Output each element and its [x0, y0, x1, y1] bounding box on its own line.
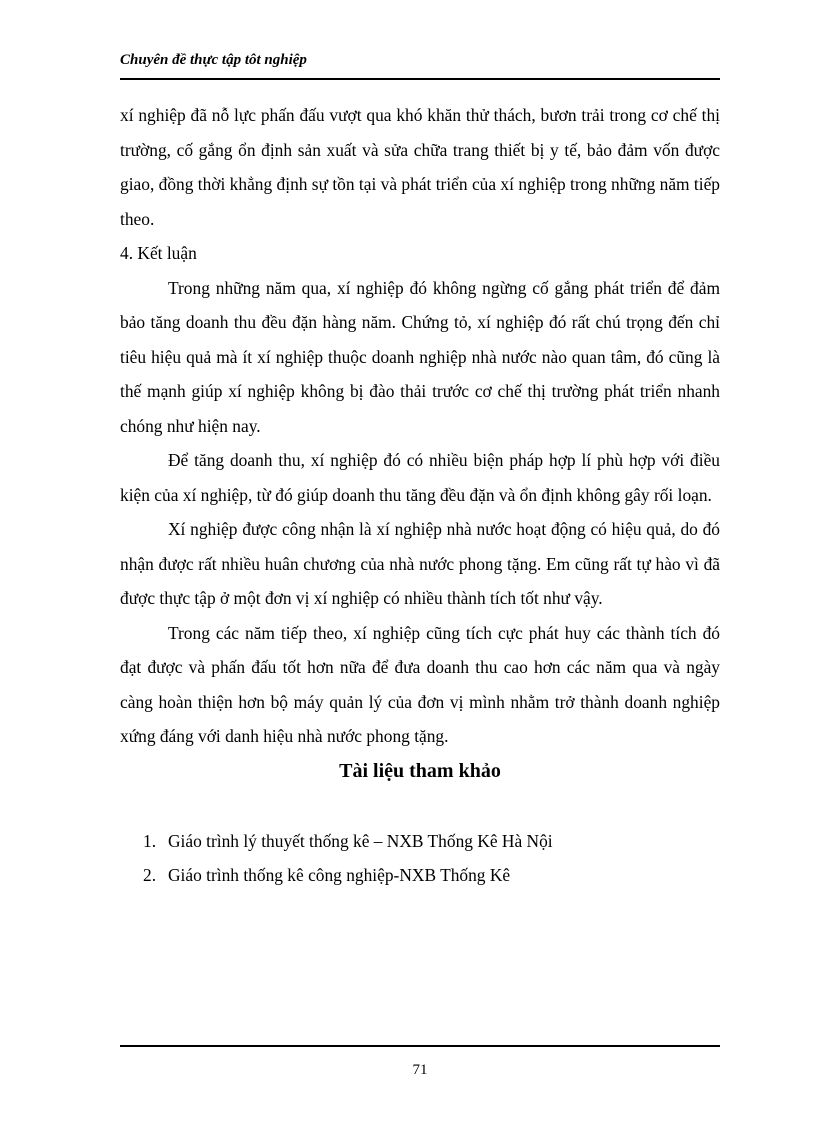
- body-paragraph: Trong các năm tiếp theo, xí nghiệp cũng tích cực phát huy các thành tích đó đạt được và phấn đấu tốt hơn nữa để đưa doanh thu cao hơn các năm qua và ngày càng hoàn thiện hơn bộ máy quản lý của đơn vị mình nhằm trở thành doanh nghiệp xứng đáng với danh hiệu nhà nước phong tặng.: [120, 622, 720, 746]
- reference-item: [120, 824, 720, 859]
- section-heading: 4. Kết luận: [120, 243, 197, 263]
- body-paragraph: Để tăng doanh thu, xí nghiệp đó có nhiều biện pháp hợp lí phù hợp với điều kiện của xí nghiệp, từ đó giúp doanh thu tăng đều đặn và ổn định không gây rối loạn.: [120, 450, 720, 505]
- reference-number: 2.: [143, 865, 157, 885]
- body-paragraph: Xí nghiệp được công nhận là xí nghiệp nhà nước hoạt động có hiệu quả, do đó nhận được rất nhiều huân chương của nhà nước phong tặng. Em cũng rất tự hào vì đã được thực tập ở một đơn vị xí nghiệp có nhiều thành tích tốt như vậy.: [120, 519, 720, 608]
- header-title: Chuyên đề thực tập tôt nghiệp: [120, 52, 307, 68]
- reference-item: [120, 858, 720, 893]
- reference-text: Giáo trình thống kê công nghiệp-NXB Thống Kê: [168, 865, 511, 885]
- reference-text: Giáo trình lý thuyết thống kê – NXB Thống Kê Hà Nội: [168, 830, 553, 851]
- page-content: [120, 98, 720, 893]
- footer-divider: [120, 1045, 720, 1047]
- continued-paragraph: xí nghiệp đã nỗ lực phấn đấu vượt qua khó khăn thử thách, bươn trải trong cơ chế thị trường, cố gắng ổn định sản xuất và sửa chữa trang thiết bị y tế, bảo đảm vốn được giao, đồng thời khẳng định sự tồn tại và phát triển của xí nghiệp trong những năm tiếp theo.: [120, 105, 720, 229]
- body-paragraph: Trong những năm qua, xí nghiệp đó không ngừng cố gắng phát triển để đảm bảo tăng doanh thu đều đặn hàng năm. Chứng tỏ, xí nghiệp đó rất chú trọng đến chỉ tiêu hiệu quả mà ít xí nghiệp thuộc doanh nghiệp nhà nước nào quan tâm, đó cũng là thế mạnh giúp xí nghiệp không bị đào thải trước cơ chế thị trường phát triển nhanh chóng như hiện nay.: [120, 277, 720, 436]
- reference-number: 1.: [143, 830, 157, 851]
- references-title: Tài liệu tham khảo: [339, 759, 501, 782]
- page-number: 71: [412, 1062, 428, 1078]
- page-header: [120, 50, 720, 80]
- references-list: [120, 824, 720, 893]
